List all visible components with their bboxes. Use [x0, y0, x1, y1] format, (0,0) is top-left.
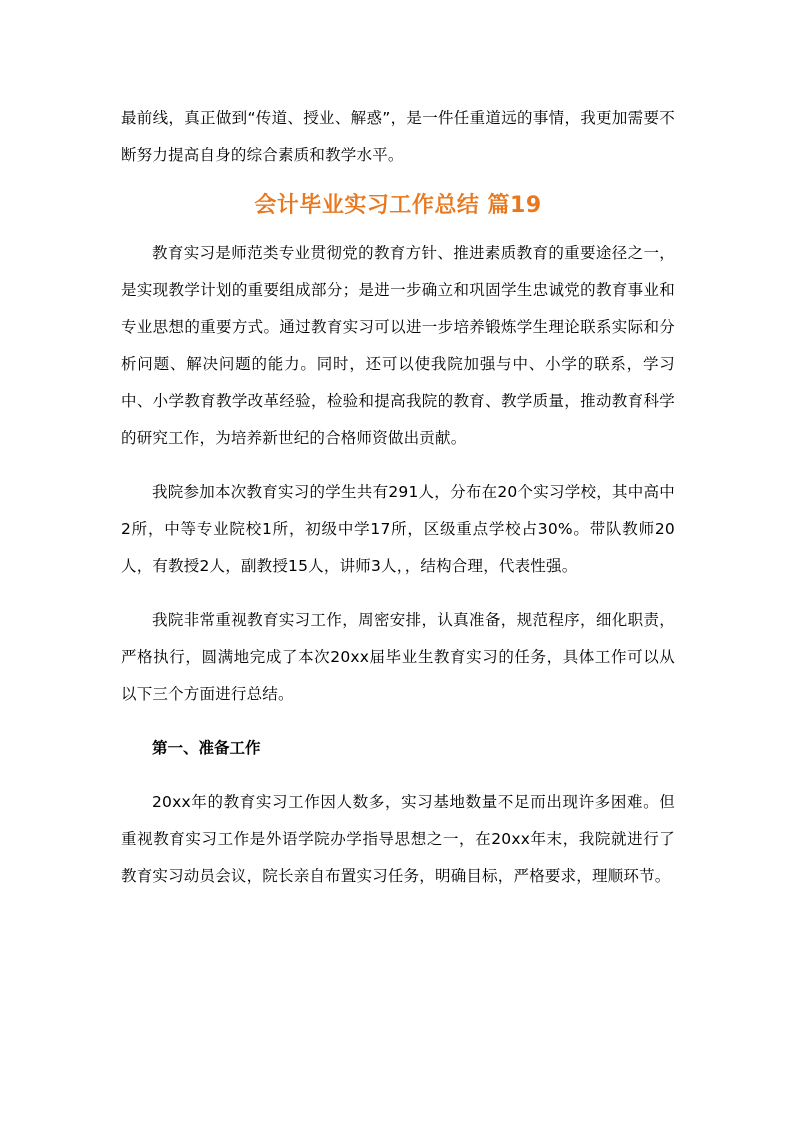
paragraph-overview: 我院非常重视教育实习工作，周密安排，认真准备，规范程序，细化职责，严格执行，圆满地完成了本次20xx届毕业生教育实习的任务，具体工作可以从以下三个方面进行总结。: [121, 611, 675, 703]
subheading-preparation: 第一、准备工作: [152, 739, 261, 757]
paragraph-preparation: 20xx年的教育实习工作因人数多，实习基地数量不足而出现许多困难。但重视教育实习工作是外语学院办学指导思想之一，在20xx年末，我院就进行了教育实习动员会议，院长亲自布置实习任务，明确目标，严格要求，理顺环节。: [121, 793, 675, 885]
section-title: 会计毕业实习工作总结 篇19: [254, 193, 542, 218]
intro-paragraph: 最前线，真正做到“传道、授业、解惑”，是一件任重道远的事情，我更加需要不断努力提高自身的综合素质和教学水平。: [121, 109, 675, 164]
paragraph-statistics: 我院参加本次教育实习的学生共有291人，分布在20个实习学校，其中高中2所，中等专业院校1所，初级中学17所，区级重点学校占30%。带队教师20人，有教授2人，副教授15人，讲师3人，，结构合理，代表性强。: [121, 483, 675, 575]
document-page: [121, 100, 675, 895]
paragraph-purpose: 教育实习是师范类专业贯彻党的教育方针、推进素质教育的重要途径之一，是实现教学计划的重要组成部分；是进一步确立和巩固学生忠诚党的教育事业和专业思想的重要方式。通过教育实习可以进一步培养锻炼学生理论联系实际和分析问题、解决问题的能力。同时，还可以使我院加强与中、小学的联系，学习中、小学教育教学改革经验，检验和提高我院的教育、教学质量，推动教育科学的研究工作，为培养新世纪的合格师资做出贡献。: [121, 244, 675, 447]
